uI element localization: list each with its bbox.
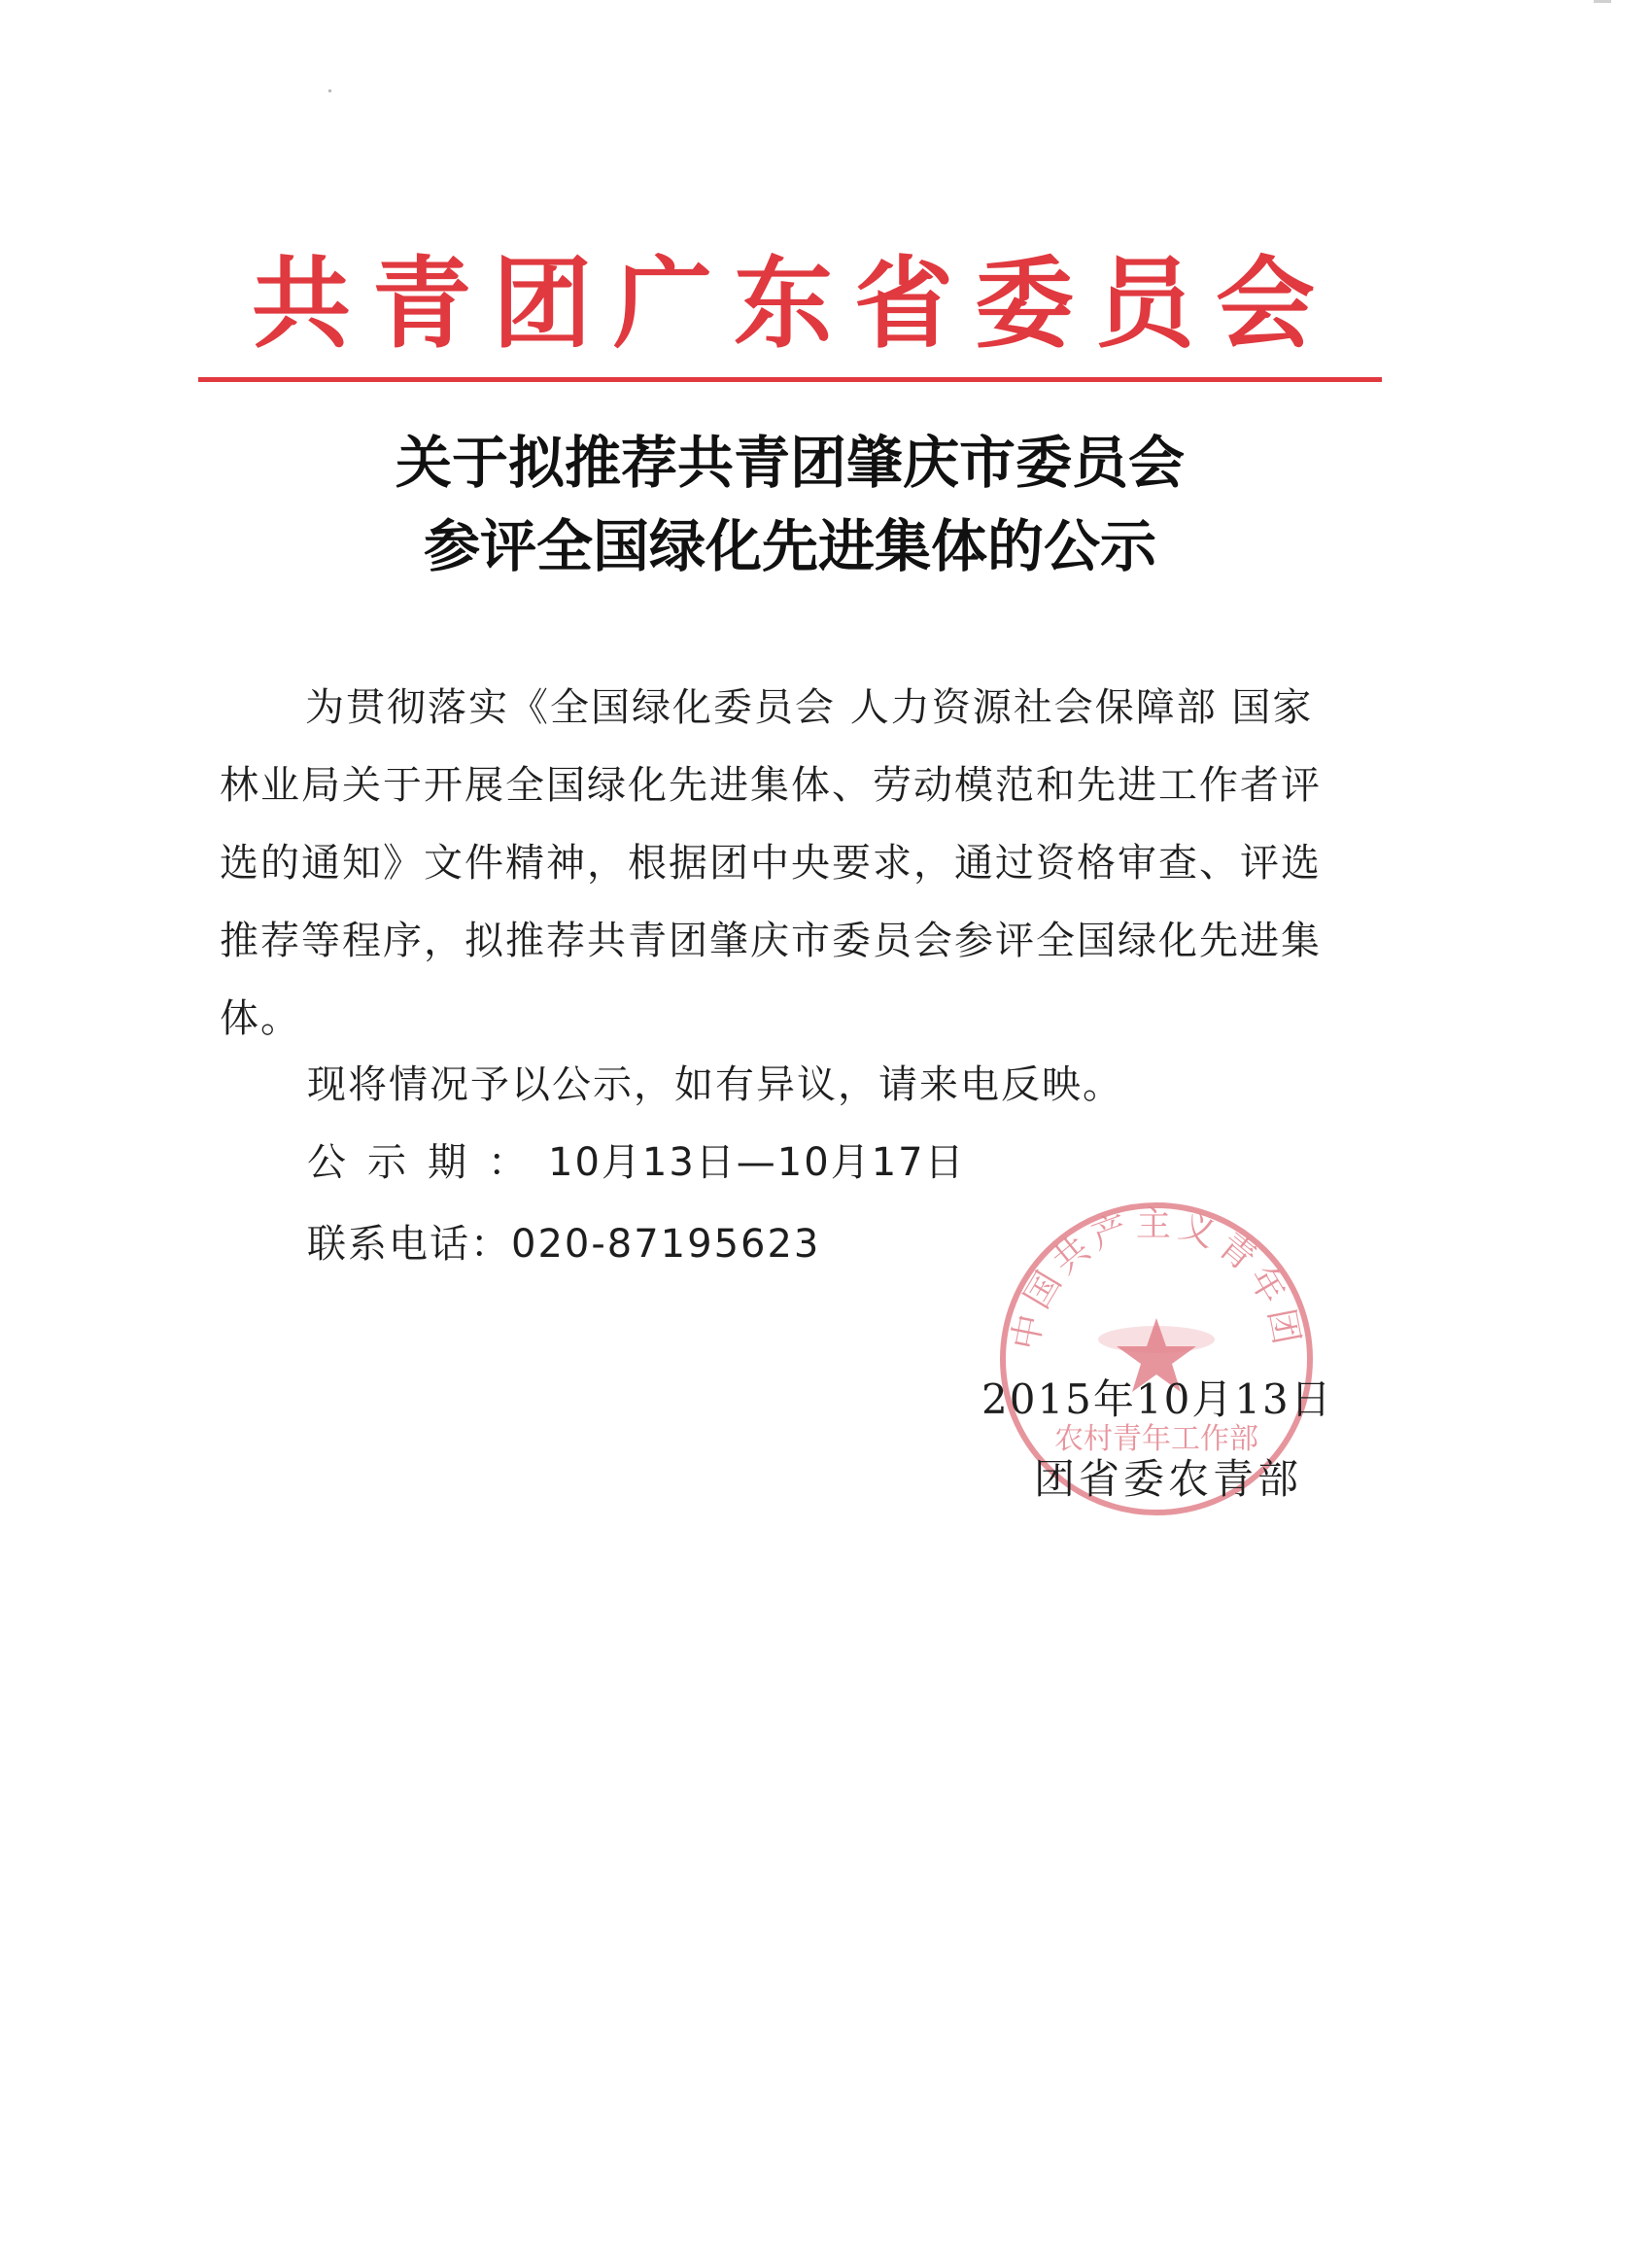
contact-phone <box>307 1215 820 1273</box>
scan-speck <box>328 89 331 92</box>
document-title-line-1: 关于拟推荐共青团肇庆市委员会 <box>395 430 1185 496</box>
seal-inner-text: 农村青年工作部 <box>1054 1422 1258 1456</box>
contact-phone-label: 联系电话： <box>307 1222 511 1267</box>
publicity-period <box>307 1133 966 1192</box>
publicity-period-value: 10月13日—10月17日 <box>548 1140 966 1185</box>
signature-date: 2015年10月13日 <box>981 1375 1333 1423</box>
body-paragraph-1: 为贯彻落实《全国绿化委员会 人力资源社会保障部 国家林业局关于开展全国绿化先进集体、劳动模范和先进工作者评选的通知》文件精神，根据团中央要求，通过资格审查、评选推荐等程序，拟推荐共青团肇庆市委员会参评全国绿化先进集体。 <box>220 685 1322 1041</box>
publicity-period-label: 公示期： <box>307 1140 548 1185</box>
letterhead-org-name: 共青团广东省委员会 <box>252 246 1336 363</box>
seal-outer-text: 中国共产主义青年团 <box>1005 1204 1308 1354</box>
signature-department: 团省委农青部 <box>1034 1455 1303 1503</box>
document-title-line-2: 参评全国绿化先进集体的公示 <box>423 513 1156 579</box>
scan-edge-mark <box>1594 0 1611 3</box>
body-paragraph-2: 现将情况予以公示，如有异议，请来电反映。 <box>307 1062 1123 1107</box>
contact-phone-value: 020-87195623 <box>511 1222 821 1267</box>
letterhead-red-rule <box>198 377 1382 382</box>
